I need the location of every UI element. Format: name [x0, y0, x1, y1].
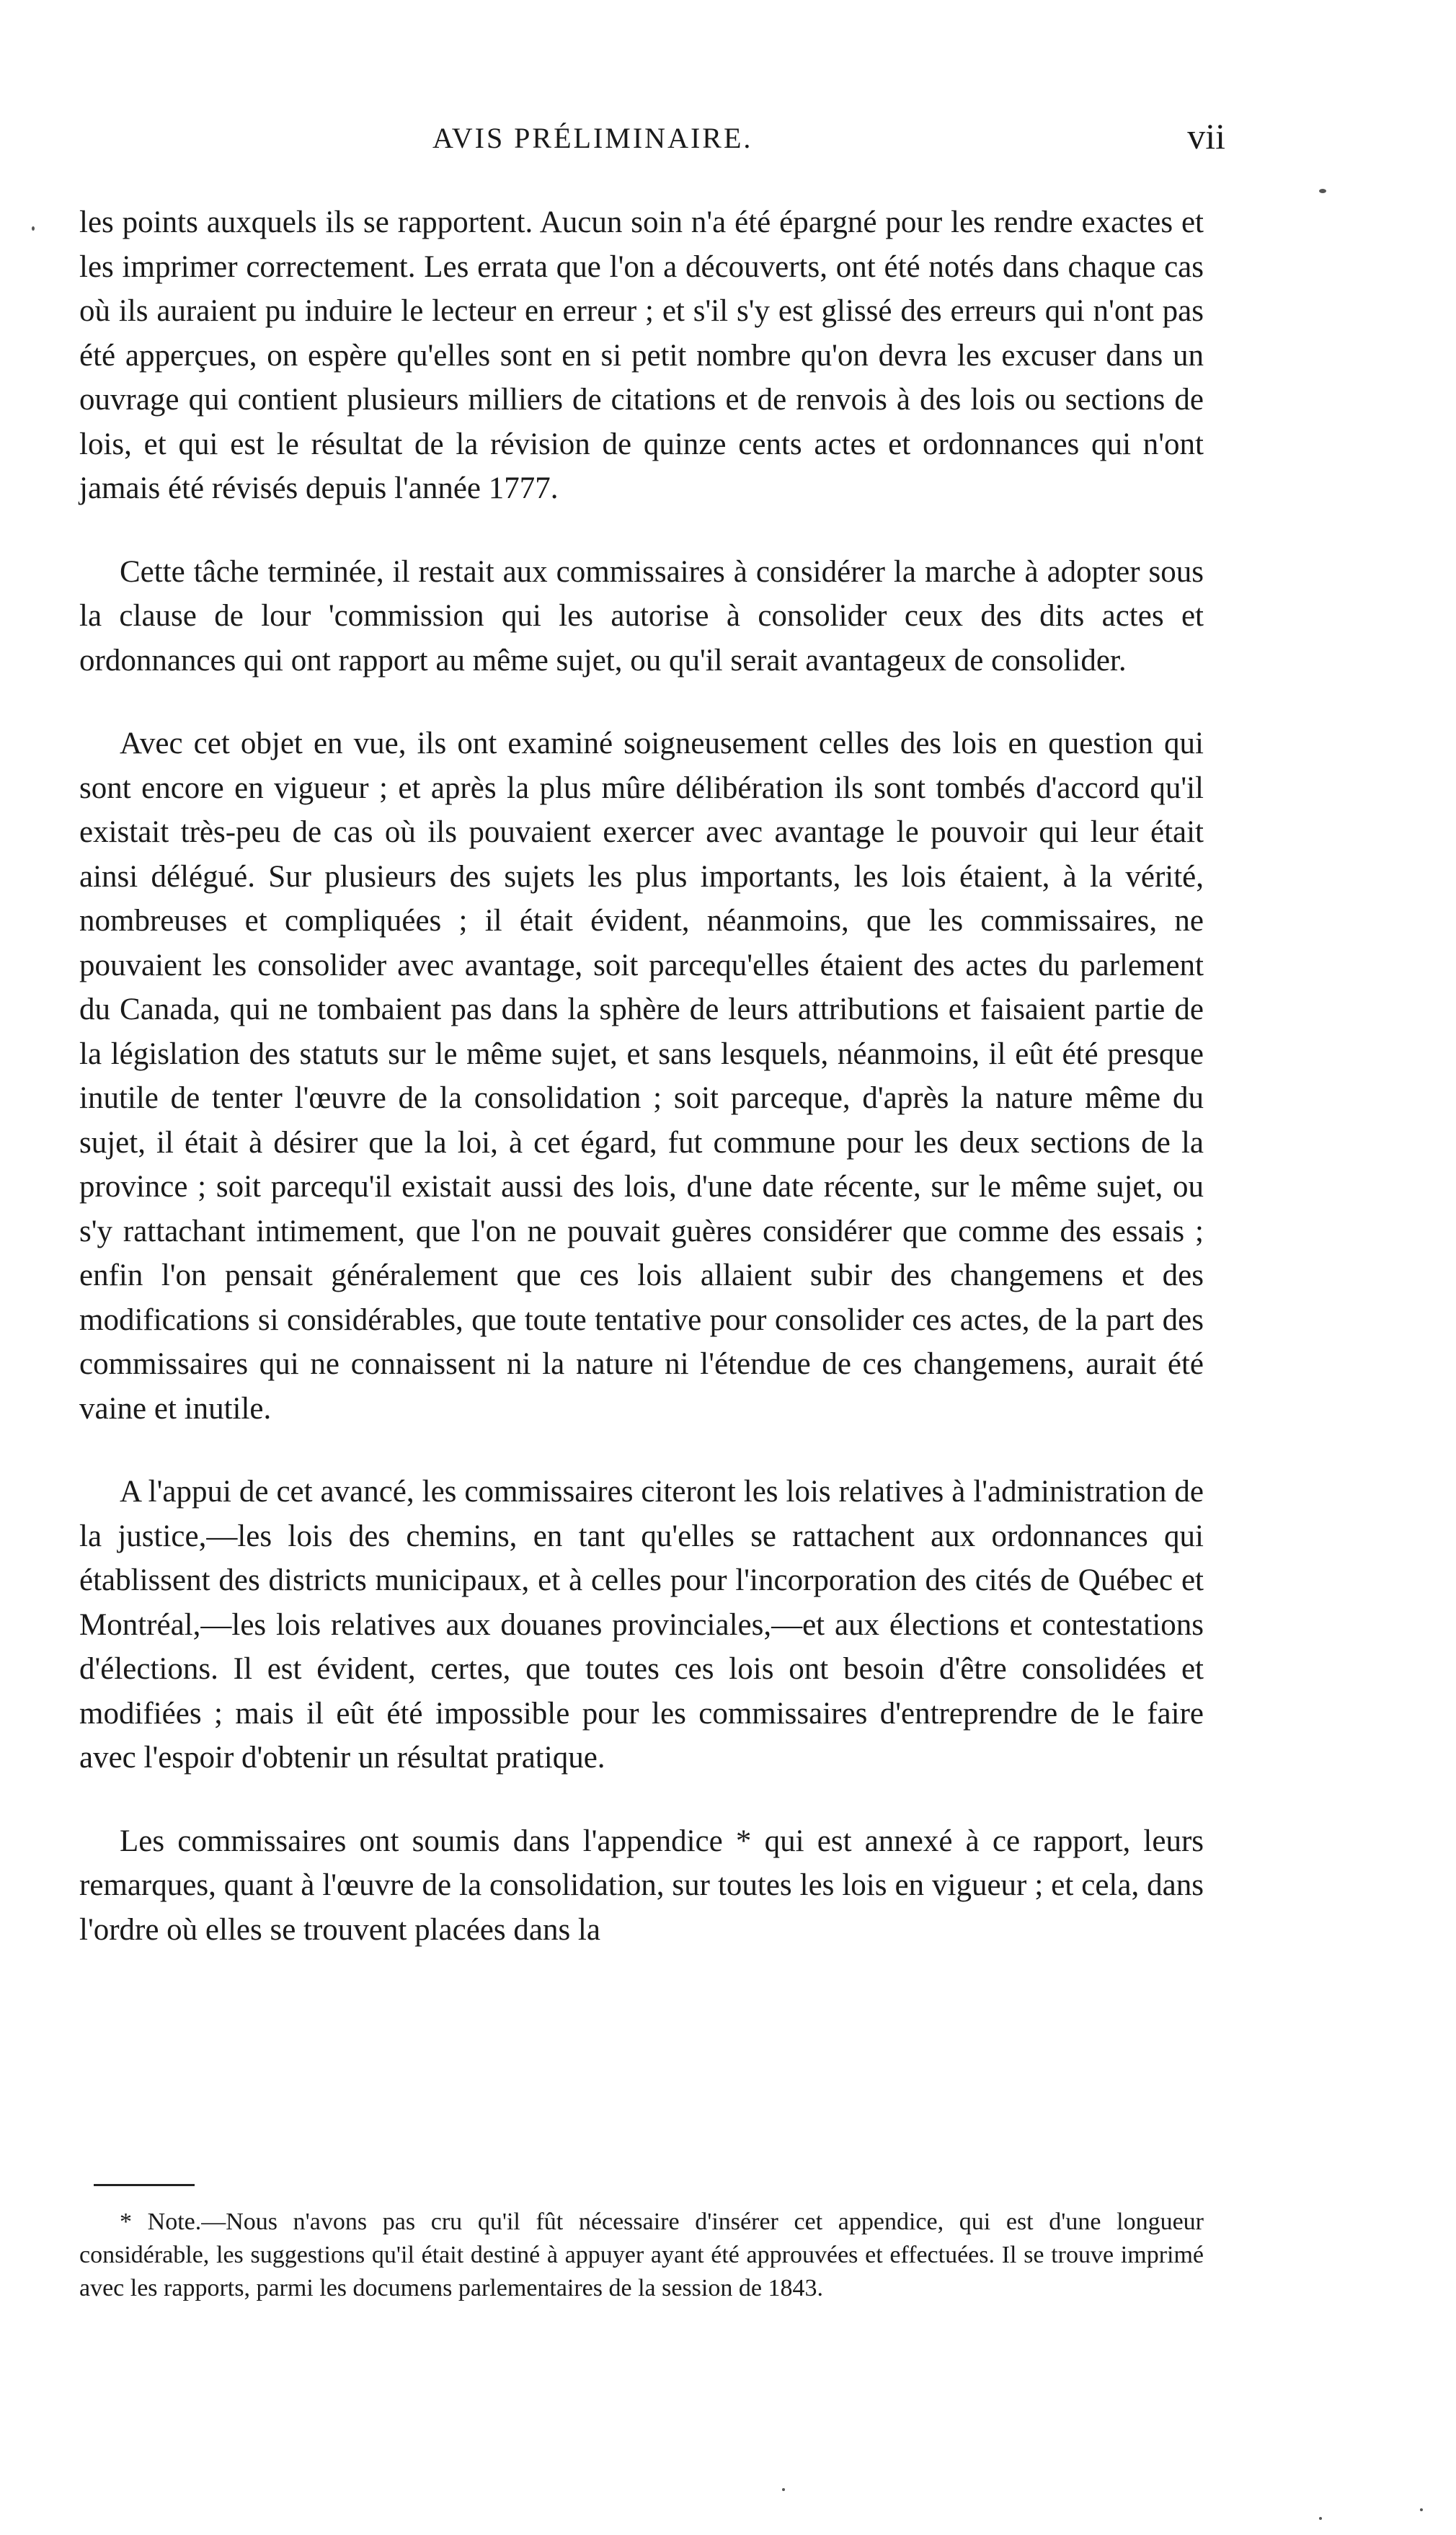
running-head	[79, 116, 1225, 164]
print-speck	[782, 2488, 785, 2491]
paragraph: Avec cet objet en vue, ils ont examiné soigneusement celles des lois en question qui sont encore en vigueur ; et après la plus mûre délibération ils sont tombés d'accord qu'il existait très-peu de cas où ils pouvaient exercer avec avantage le pouvoir qui leur était ainsi délégué. Sur plusieurs des sujets les plus importants, les lois étaient, à la vérité, nombreuses et compliquées ; il était évident, néanmoins, que les commissaires, ne pouvaient les consolider avec avantage, soit parcequ'elles étaient des actes du parlement du Canada, qui ne tombaient pas dans la sphère de leurs attributions et faisaient partie de la législation des statuts sur le même sujet, et sans lesquels, néanmoins, il eût été presque inutile de tenter l'œuvre de la consolidation ; soit parceque, d'après la nature même du sujet, il était à désirer que la loi, à cet égard, fut commune pour les deux sections de la province ; soit parcequ'il existait aussi des lois, d'une date récente, sur le même sujet, ou s'y rattachant intimement, que l'on ne pouvait guères considérer que comme des essais ; enfin l'on pensait généralement que ces lois allaient subir des changemens et des modifications si considérables, que toute tentative pour consolider ces actes, de la part des commissaires qui ne connaissent ni la nature ni l'étendue de ces changemens, aurait été vaine et inutile.	[79, 727, 1204, 1426]
running-title: AVIS PRÉLIMINAIRE.	[432, 122, 753, 154]
print-speck	[1319, 189, 1326, 193]
paragraph: A l'appui de cet avancé, les commissaires citeront les lois relatives à l'administration de la justice,—les lois des chemins, en tant qu'elles se rattachent aux ordonnances qui établissent des districts municipaux, et à celles pour l'incorporation des cités de Québec et Montréal,—les lois relatives aux douanes provinciales,—et aux élections et contestations d'élections. Il est évident, certes, que toutes ces lois ont besoin d'être consolidées et modifiées ; mais il eût été impossible pour les commissaires d'entreprendre de le faire avec l'espoir d'obtenir un résultat pratique.	[79, 1475, 1204, 1775]
footnote: * Note.—Nous n'avons pas cru qu'il fût nécessaire d'insérer cet appendice, qui est d'une longueur considérable, les suggestions qu'il était destiné à appuyer ayant été approuvées et effectuées. Il se trouve imprimé avec les rapports, parmi les documens parlementaires de la session de 1843.	[79, 2208, 1204, 2301]
print-speck	[1319, 2517, 1322, 2520]
paragraph: Cette tâche terminée, il restait aux commissaires à considérer la marche à adopter sous la clause de lour 'commission qui les autorise à consolider ceux des dits actes et ordonnances qui ont rapport au même sujet, ou qu'il serait avantageux de consolider.	[79, 554, 1204, 678]
paragraph-continuation: les points auxquels ils se rapportent. Aucun soin n'a été épargné pour les rendre exactes et les imprimer correctement. Les errata que l'on a découverts, ont été notés dans chaque cas où ils auraient pu induire le lecteur en erreur ; et s'il s'y est glissé des erreurs qui n'ont pas été apperçues, on espère qu'elles sont en si petit nombre qu'on devra les excuser dans un ouvrage qui contient plusieurs milliers de citations et de renvois à des lois ou sections de lois, et qui est le résultat de la révision de quinze cents actes et ordonnances qui n'ont jamais été révisés depuis l'année 1777.	[79, 205, 1204, 505]
body-text	[79, 200, 1204, 1991]
footnote-divider	[94, 2184, 195, 2186]
print-speck	[32, 226, 35, 231]
page-number: vii	[1187, 116, 1225, 156]
paragraph: Les commissaires ont soumis dans l'appendice * qui est annexé à ce rapport, leurs remarques, quant à l'œuvre de la consolidation, sur toutes les lois en vigueur ; et cela, dans l'ordre où elles se trouvent placées dans la	[79, 1824, 1204, 1947]
print-speck	[1420, 2508, 1423, 2511]
